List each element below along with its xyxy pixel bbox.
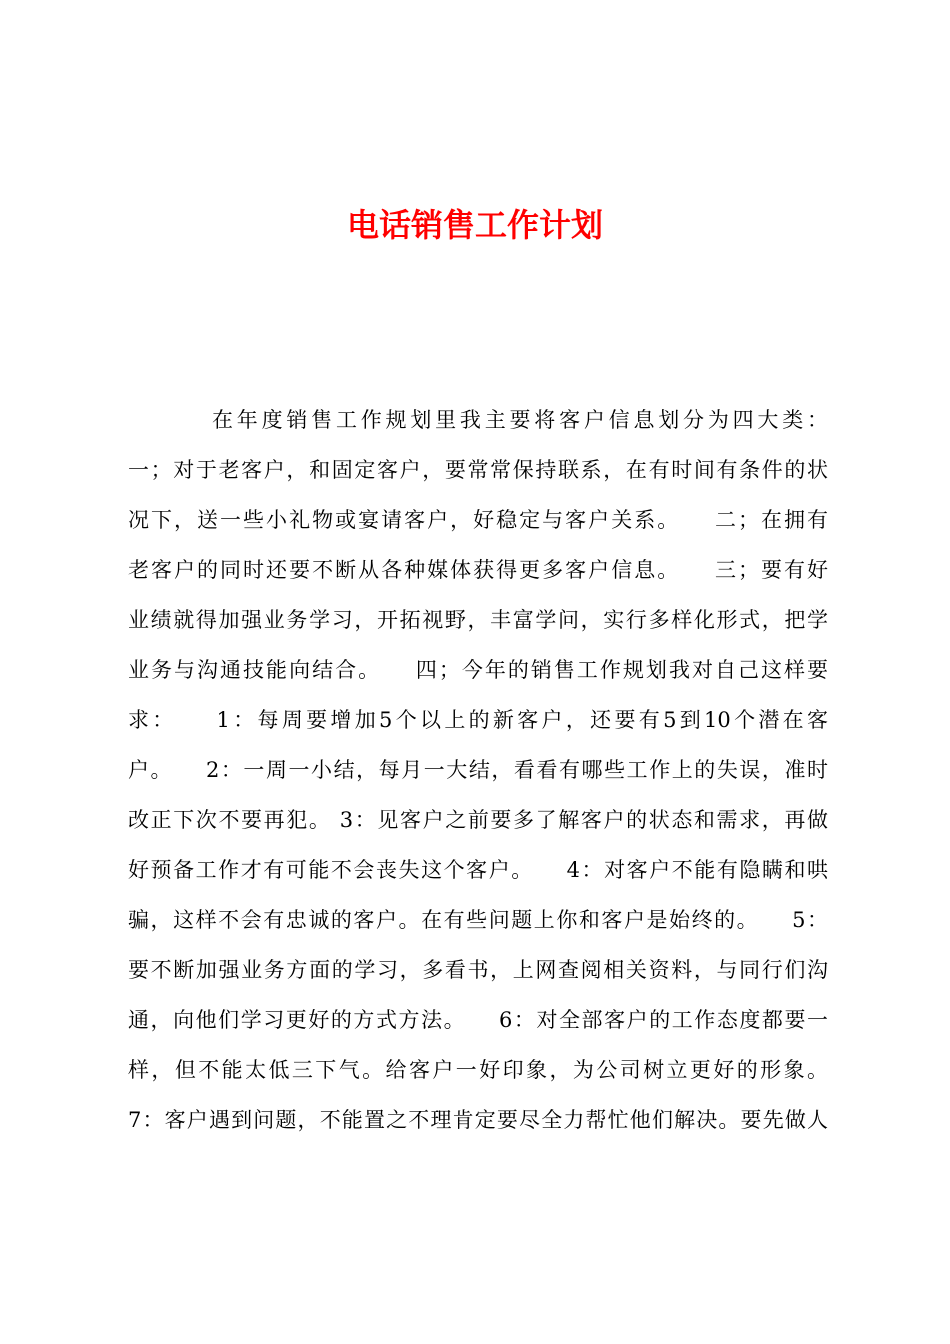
- body-line: 在年度销售工作规划里我主要将客户信息划分为四大类：: [212, 408, 828, 432]
- document-body: [128, 395, 828, 1145]
- body-line: 要不断加强业务方面的学习，多看书，上网查阅相关资料，与同行们沟: [128, 958, 828, 982]
- body-line: 求： 1：每周要增加5个以上的新客户，还要有5到10个潜在客: [128, 708, 828, 732]
- body-line: 通，向他们学习更好的方式方法。 6：对全部客户的工作态度都要一: [128, 1008, 828, 1032]
- body-line: 业务与沟通技能向结合。 四；今年的销售工作规划我对自己这样要: [128, 658, 828, 682]
- body-line: 好预备工作才有可能不会丧失这个客户。 4：对客户不能有隐瞒和哄: [128, 858, 828, 882]
- body-line: 老客户的同时还要不断从各种媒体获得更多客户信息。 三；要有好: [128, 558, 828, 582]
- body-line: 改正下次不要再犯。 3：见客户之前要多了解客户的状态和需求，再做: [128, 808, 828, 832]
- body-line: 户。 2：一周一小结，每月一大结，看看有哪些工作上的失误，准时: [128, 758, 828, 782]
- body-line: 样，但不能太低三下气。给客户一好印象，为公司树立更好的形象。: [128, 1058, 828, 1082]
- body-line: 况下，送一些小礼物或宴请客户，好稳定与客户关系。 二；在拥有: [128, 508, 828, 532]
- body-line: 一；对于老客户，和固定客户，要常常保持联系，在有时间有条件的状: [128, 458, 828, 482]
- body-line: 7：客户遇到问题，不能置之不理肯定要尽全力帮忙他们解决。要先做人: [128, 1108, 828, 1132]
- body-line: 业绩就得加强业务学习，开拓视野，丰富学问，实行多样化形式，把学: [128, 608, 828, 632]
- document-title: 电话销售工作计划: [346, 206, 603, 244]
- body-line: 骗，这样不会有忠诚的客户。在有些问题上你和客户是始终的。 5：: [128, 908, 828, 932]
